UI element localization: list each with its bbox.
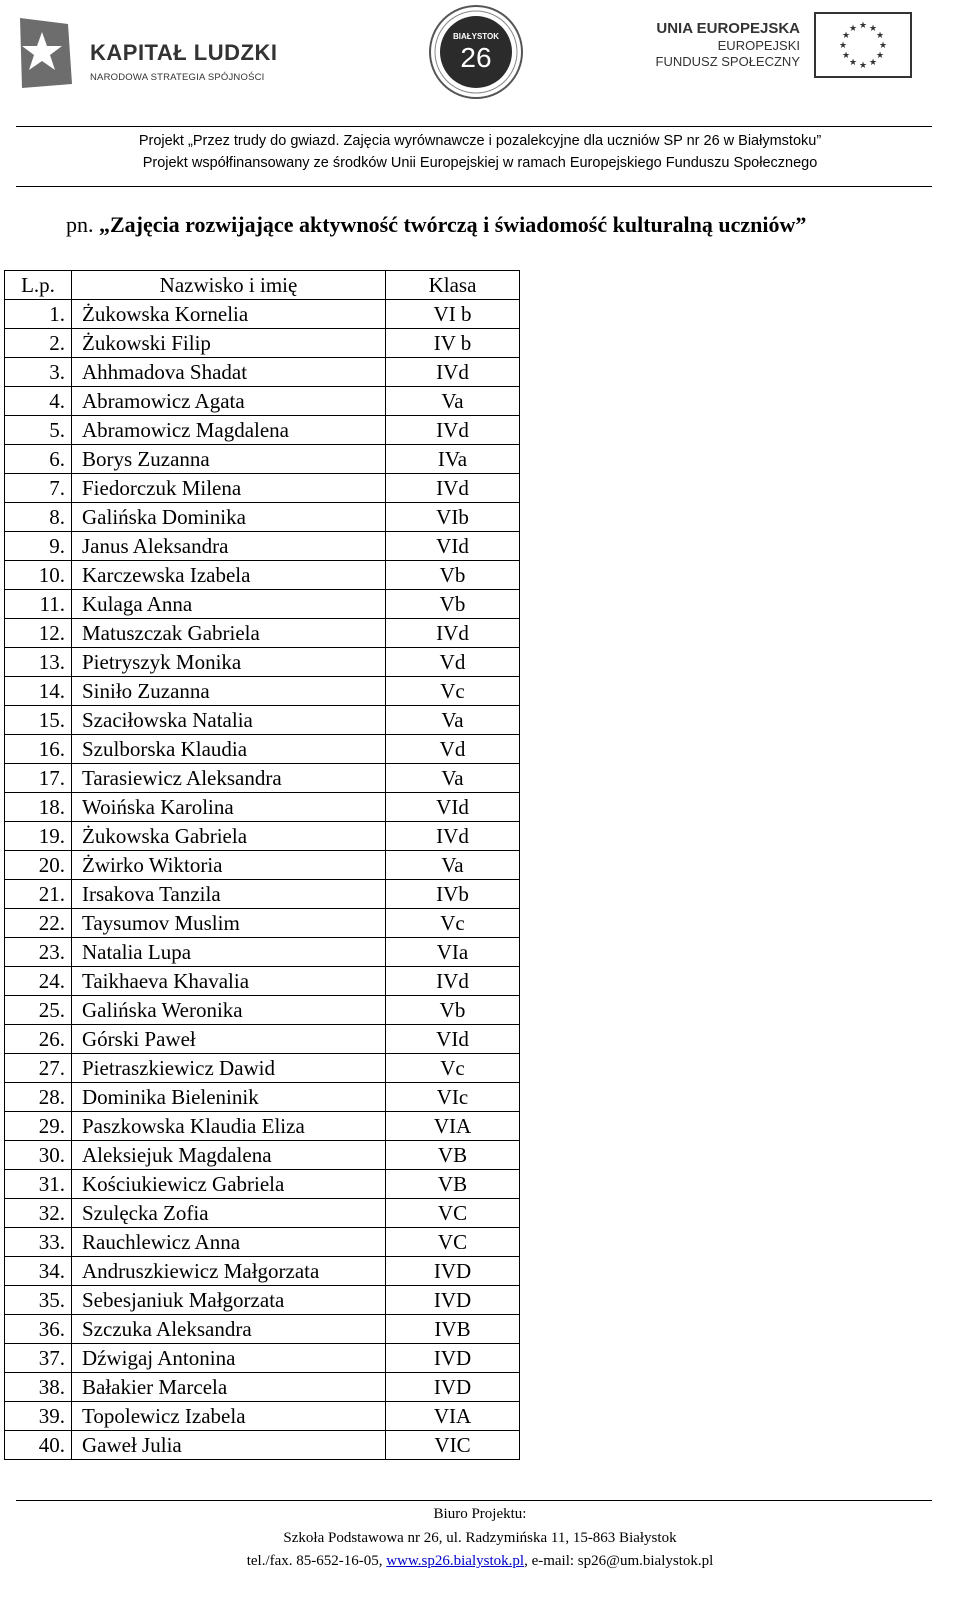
table-row (5, 387, 520, 416)
header-lp: L.p. (5, 271, 72, 300)
row-class: IVD (386, 1257, 520, 1286)
project-line-1: Projekt „Przez trudy do gwiazd. Zajęcia wyrównawcze i pozalekcyjne dla uczniów SP nr 26 w Białymstoku” (138, 133, 822, 149)
eu-flag (814, 12, 912, 78)
row-name: Galińska Weronika (72, 996, 386, 1025)
row-class: Vb (386, 561, 520, 590)
row-lp: 14. (5, 677, 72, 706)
svg-text:★: ★ (841, 51, 851, 61)
header-logos (0, 0, 960, 110)
svg-text:★: ★ (875, 31, 885, 41)
footer-phone: tel./fax. 85-652-16-05, (246, 1553, 383, 1569)
row-lp: 7. (5, 474, 72, 503)
row-name: Szaciłowska Natalia (72, 706, 386, 735)
header-name: Nazwisko i imię (72, 271, 386, 300)
row-class: Va (386, 706, 520, 735)
row-name: Pietryszyk Monika (72, 648, 386, 677)
row-class: VB (386, 1170, 520, 1199)
row-class: Vc (386, 1054, 520, 1083)
table-row (5, 1083, 520, 1112)
row-name: Kulaga Anna (72, 590, 386, 619)
eu-fund-text (560, 20, 800, 70)
row-class: VIc (386, 1083, 520, 1112)
row-class: IVa (386, 445, 520, 474)
row-class: VC (386, 1228, 520, 1257)
table-row (5, 358, 520, 387)
row-name: Kościukiewicz Gabriela (72, 1170, 386, 1199)
row-name: Borys Zuzanna (72, 445, 386, 474)
row-class: IVd (386, 416, 520, 445)
row-lp: 18. (5, 793, 72, 822)
row-class: Vc (386, 677, 520, 706)
row-class: VId (386, 532, 520, 561)
row-name: Gaweł Julia (72, 1431, 386, 1460)
row-name: Taikhaeva Khavalia (72, 967, 386, 996)
row-lp: 37. (5, 1344, 72, 1373)
row-lp: 27. (5, 1054, 72, 1083)
row-class: VIA (386, 1112, 520, 1141)
row-name: Natalia Lupa (72, 938, 386, 967)
svg-text:★: ★ (875, 51, 885, 61)
row-class: IVd (386, 474, 520, 503)
row-class: IVd (386, 822, 520, 851)
kapital-ludzki-title: KAPITAŁ LUDZKI (90, 40, 278, 65)
table-row (5, 880, 520, 909)
row-lp: 17. (5, 764, 72, 793)
row-lp: 25. (5, 996, 72, 1025)
row-class: VIb (386, 503, 520, 532)
school-city: BIAŁYSTOK (452, 32, 500, 41)
row-name: Górski Paweł (72, 1025, 386, 1054)
row-class: VIa (386, 938, 520, 967)
row-lp: 31. (5, 1170, 72, 1199)
eu-line-3: FUNDUSZ SPOŁECZNY (655, 54, 800, 69)
table-row (5, 1141, 520, 1170)
row-name: Dźwigaj Antonina (72, 1344, 386, 1373)
row-lp: 11. (5, 590, 72, 619)
table-row (5, 474, 520, 503)
row-name: Matuszczak Gabriela (72, 619, 386, 648)
row-class: IV b (386, 329, 520, 358)
table-row (5, 416, 520, 445)
row-class: Va (386, 851, 520, 880)
table-row (5, 1199, 520, 1228)
table-row (5, 967, 520, 996)
svg-text:★: ★ (848, 24, 858, 34)
row-lp: 39. (5, 1402, 72, 1431)
row-name: Tarasiewicz Aleksandra (72, 764, 386, 793)
row-class: IVd (386, 619, 520, 648)
table-row (5, 329, 520, 358)
row-name: Abramowicz Agata (72, 387, 386, 416)
row-name: Dominika Bieleninik (72, 1083, 386, 1112)
row-class: IVd (386, 358, 520, 387)
row-class: Vb (386, 996, 520, 1025)
row-class: VId (386, 793, 520, 822)
table-row (5, 1431, 520, 1460)
row-lp: 19. (5, 822, 72, 851)
row-name: Ahhmadova Shadat (72, 358, 386, 387)
table-row (5, 561, 520, 590)
participants-table (4, 270, 520, 1460)
row-lp: 22. (5, 909, 72, 938)
row-class: VIA (386, 1402, 520, 1431)
row-lp: 2. (5, 329, 72, 358)
page-title (66, 212, 806, 238)
row-lp: 13. (5, 648, 72, 677)
svg-text:★: ★ (848, 58, 858, 68)
row-lp: 36. (5, 1315, 72, 1344)
row-name: Aleksiejuk Magdalena (72, 1141, 386, 1170)
kapital-ludzki-star-icon (12, 14, 76, 92)
table-row (5, 909, 520, 938)
table-row (5, 1402, 520, 1431)
table-row (5, 1025, 520, 1054)
row-class: VB (386, 1141, 520, 1170)
footer-address: Szkoła Podstawowa nr 26, ul. Radzymińska 11, 15-863 Białystok (283, 1530, 677, 1546)
row-class: Vc (386, 909, 520, 938)
row-lp: 3. (5, 358, 72, 387)
svg-text:★: ★ (858, 61, 868, 71)
footer-contact (0, 1553, 960, 1570)
table-row (5, 1054, 520, 1083)
table-row (5, 300, 520, 329)
table-row (5, 648, 520, 677)
row-name: Bałakier Marcela (72, 1373, 386, 1402)
row-lp: 12. (5, 619, 72, 648)
table-row (5, 996, 520, 1025)
table-row (5, 445, 520, 474)
table-row (5, 1344, 520, 1373)
row-name: Żwirko Wiktoria (72, 851, 386, 880)
table-row (5, 735, 520, 764)
footer-email: sp26@um.bialystok.pl (577, 1553, 714, 1569)
row-name: Szulęcka Zofia (72, 1199, 386, 1228)
row-lp: 33. (5, 1228, 72, 1257)
row-name: Woińska Karolina (72, 793, 386, 822)
row-class: Vd (386, 648, 520, 677)
row-name: Irsakova Tanzila (72, 880, 386, 909)
table-row (5, 1228, 520, 1257)
table-row (5, 1257, 520, 1286)
row-class: Vd (386, 735, 520, 764)
footer-website-link[interactable]: www.sp26.bialystok.pl (386, 1553, 525, 1569)
title-prefix: pn. (66, 212, 94, 237)
footer-office: Biuro Projektu: (433, 1506, 527, 1522)
eu-stars-icon (816, 14, 910, 76)
table-row (5, 1315, 520, 1344)
table-row (5, 677, 520, 706)
footer-email-label: , e-mail: (524, 1553, 575, 1569)
row-class: VIC (386, 1431, 520, 1460)
header-rule-bottom (16, 186, 932, 187)
row-name: Taysumov Muslim (72, 909, 386, 938)
row-class: VId (386, 1025, 520, 1054)
table-row (5, 1112, 520, 1141)
svg-text:★: ★ (868, 24, 878, 34)
row-name: Szulborska Klaudia (72, 735, 386, 764)
row-lp: 21. (5, 880, 72, 909)
row-name: Żukowska Kornelia (72, 300, 386, 329)
kapital-ludzki-logo (12, 14, 278, 94)
row-lp: 8. (5, 503, 72, 532)
table-header-row (5, 271, 520, 300)
row-name: Sebesjaniuk Małgorzata (72, 1286, 386, 1315)
kapital-ludzki-subtitle: NARODOWA STRATEGIA SPÓJNOŚCI (90, 72, 265, 83)
svg-text:★: ★ (838, 41, 848, 51)
eu-line-2: EUROPEJSKI (717, 38, 800, 53)
table-row (5, 1286, 520, 1315)
row-name: Andruszkiewicz Małgorzata (72, 1257, 386, 1286)
row-class: VI b (386, 300, 520, 329)
row-lp: 10. (5, 561, 72, 590)
table-row (5, 619, 520, 648)
table-row (5, 764, 520, 793)
row-name: Siniło Zuzanna (72, 677, 386, 706)
row-lp: 16. (5, 735, 72, 764)
table-row (5, 706, 520, 735)
table-row (5, 851, 520, 880)
row-lp: 26. (5, 1025, 72, 1054)
row-class: VC (386, 1199, 520, 1228)
row-lp: 20. (5, 851, 72, 880)
row-name: Pietraszkiewicz Dawid (72, 1054, 386, 1083)
row-class: Vb (386, 590, 520, 619)
project-line-2: Projekt współfinansowany ze środków Unii Europejskiej w ramach Europejskiego Funduszu Społecznego (142, 155, 818, 171)
row-class: IVB (386, 1315, 520, 1344)
row-lp: 34. (5, 1257, 72, 1286)
row-name: Galińska Dominika (72, 503, 386, 532)
svg-text:★: ★ (878, 41, 888, 51)
svg-text:★: ★ (868, 58, 878, 68)
row-lp: 1. (5, 300, 72, 329)
school-26-logo (428, 4, 524, 100)
row-lp: 35. (5, 1286, 72, 1315)
header-class: Klasa (386, 271, 520, 300)
header-rule-top (16, 126, 932, 127)
row-name: Janus Aleksandra (72, 532, 386, 561)
row-class: IVD (386, 1344, 520, 1373)
row-name: Paszkowska Klaudia Eliza (72, 1112, 386, 1141)
row-name: Rauchlewicz Anna (72, 1228, 386, 1257)
svg-text:★: ★ (841, 31, 851, 41)
table-row (5, 938, 520, 967)
row-name: Abramowicz Magdalena (72, 416, 386, 445)
row-name: Fiedorczuk Milena (72, 474, 386, 503)
row-name: Żukowski Filip (72, 329, 386, 358)
row-class: Va (386, 764, 520, 793)
row-class: IVd (386, 967, 520, 996)
table-row (5, 1170, 520, 1199)
row-lp: 29. (5, 1112, 72, 1141)
row-name: Karczewska Izabela (72, 561, 386, 590)
row-lp: 23. (5, 938, 72, 967)
row-name: Szczuka Aleksandra (72, 1315, 386, 1344)
eu-line-1: UNIA EUROPEJSKA (656, 20, 800, 37)
table-row (5, 590, 520, 619)
row-class: IVb (386, 880, 520, 909)
table-row (5, 503, 520, 532)
svg-text:★: ★ (858, 21, 868, 31)
title-text: „Zajęcia rozwijające aktywność twórczą i świadomość kulturalną uczniów” (99, 212, 807, 237)
row-lp: 6. (5, 445, 72, 474)
row-class: IVD (386, 1373, 520, 1402)
row-name: Żukowska Gabriela (72, 822, 386, 851)
row-lp: 24. (5, 967, 72, 996)
row-lp: 9. (5, 532, 72, 561)
table-row (5, 532, 520, 561)
row-lp: 30. (5, 1141, 72, 1170)
row-lp: 4. (5, 387, 72, 416)
row-lp: 32. (5, 1199, 72, 1228)
table-row (5, 1373, 520, 1402)
row-name: Topolewicz Izabela (72, 1402, 386, 1431)
footer-rule (16, 1500, 932, 1501)
row-lp: 40. (5, 1431, 72, 1460)
row-lp: 15. (5, 706, 72, 735)
table-row (5, 793, 520, 822)
table-row (5, 822, 520, 851)
row-class: Va (386, 387, 520, 416)
row-lp: 28. (5, 1083, 72, 1112)
row-lp: 38. (5, 1373, 72, 1402)
row-class: IVD (386, 1286, 520, 1315)
school-number: 26 (460, 42, 492, 73)
row-lp: 5. (5, 416, 72, 445)
